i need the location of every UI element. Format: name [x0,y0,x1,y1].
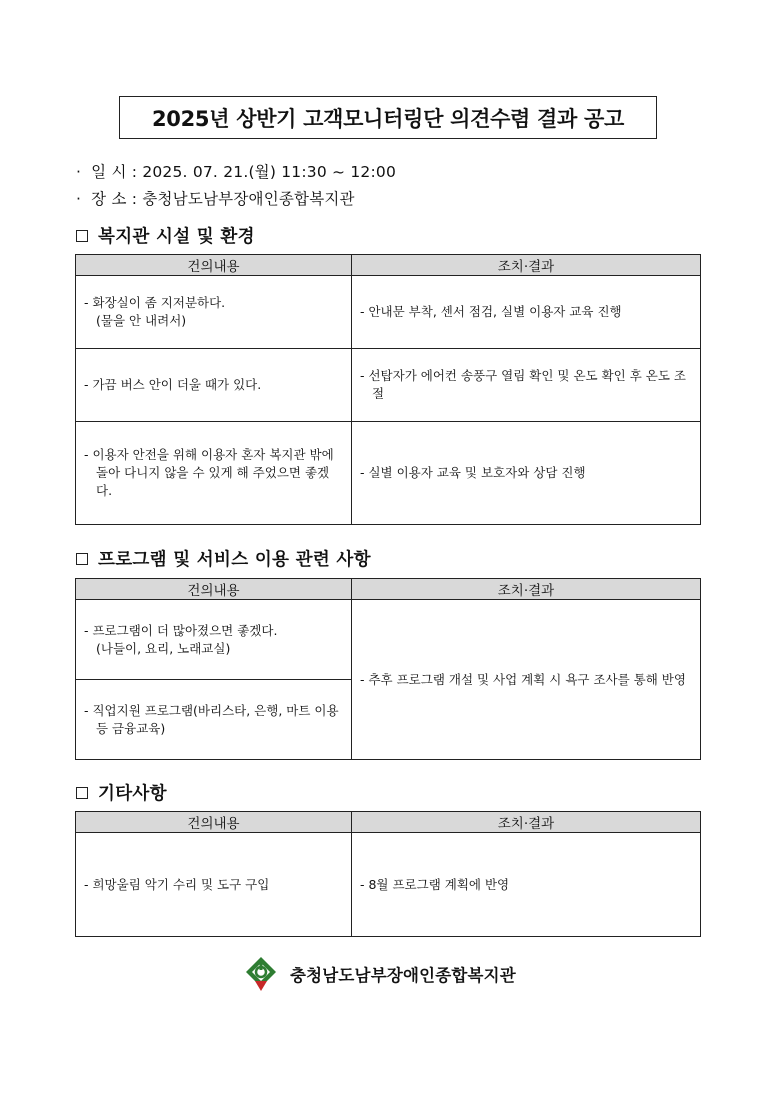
footer [246,957,516,991]
info-place-value: 충청남도남부장애인종합복지관 [142,190,355,208]
col-header-suggestion: 건의내용 [76,255,352,276]
suggestion-line: - 희망울림 악기 수리 및 도구 구입 [84,876,270,892]
checkbox-square-icon [76,230,88,242]
info-date-value: 2025. 07. 21.(월) 11:30 ~ 12:00 [142,163,397,181]
suggestion-line: - 직업지원 프로그램(바리스타, 은행, 마트 이용 등 금융교육) [84,702,339,736]
footer-org-name: 충청남도남부장애인종합복지관 [290,966,516,985]
action-line: - 안내문 부착, 센서 점검, 실별 이용자 교육 진행 [360,304,622,319]
col-header-suggestion: 건의내용 [76,579,352,600]
action-cell [352,276,701,349]
action-cell [352,422,701,525]
facility-table [75,254,701,525]
action-line: - 실별 이용자 교육 및 보호자와 상담 진행 [360,465,586,480]
section-heading-program [76,546,371,571]
table-row [76,600,701,680]
col-header-action: 조치·결과 [352,579,701,600]
suggestion-cell [76,422,352,525]
suggestion-cell [76,349,352,422]
etc-table [75,811,701,937]
col-header-action: 조치·결과 [352,255,701,276]
suggestion-line: - 가끔 버스 안이 더울 때가 있다. [84,377,262,392]
action-line: - 선탑자가 에어컨 송풍구 열림 확인 및 온도 확인 후 온도 조절 [360,368,686,401]
suggestion-cell [76,833,352,937]
suggestion-line: (물을 안 내려서) [96,313,187,328]
table-row [76,833,701,937]
suggestion-cell [76,276,352,349]
section-heading-etc [76,780,167,805]
checkbox-square-icon [76,787,88,799]
action-cell [352,833,701,937]
col-header-suggestion: 건의내용 [76,812,352,833]
program-table [75,578,701,760]
info-date-label: 일 시 [91,163,127,181]
suggestion-line: - 이용자 안전을 위해 이용자 혼자 복지관 밖에 돌아 다니지 않을 수 있게 해 주었으면 좋겠다. [84,447,334,498]
col-header-action: 조치·결과 [352,812,701,833]
suggestion-cell [76,680,352,760]
action-cell-merged [352,600,701,760]
action-cell [352,349,701,422]
section-heading-text: 프로그램 및 서비스 이용 관련 사항 [98,550,371,570]
action-line: - 추후 프로그램 개설 및 사업 계획 시 욕구 조사를 통해 반영 [360,671,686,687]
info-date: · 일 시 : 2025. 07. 21.(월) 11:30 ~ 12:00 [76,163,397,181]
action-line: - 8월 프로그램 계획에 반영 [360,876,510,892]
page-title: 2025년 상반기 고객모니터링단 의견수렴 결과 공고 [151,106,625,131]
suggestion-line: (나들이, 요리, 노래교실) [96,640,231,656]
suggestion-line: - 화장실이 좀 지저분하다. [84,295,226,310]
info-place-label: 장 소 [91,190,127,208]
section-heading-text: 기타사항 [98,784,167,804]
checkbox-square-icon [76,553,88,565]
suggestion-line: - 프로그램이 더 많아졌으면 좋겠다. [84,622,278,638]
info-place: · 장 소 : 충청남도남부장애인종합복지관 [76,190,355,208]
title-box [119,96,657,139]
section-heading-facility [76,223,255,248]
section-heading-text: 복지관 시설 및 환경 [98,227,255,247]
table-row [76,276,701,349]
table-row [76,349,701,422]
table-row [76,422,701,525]
suggestion-cell [76,600,352,680]
welfare-center-logo-icon [246,957,276,991]
